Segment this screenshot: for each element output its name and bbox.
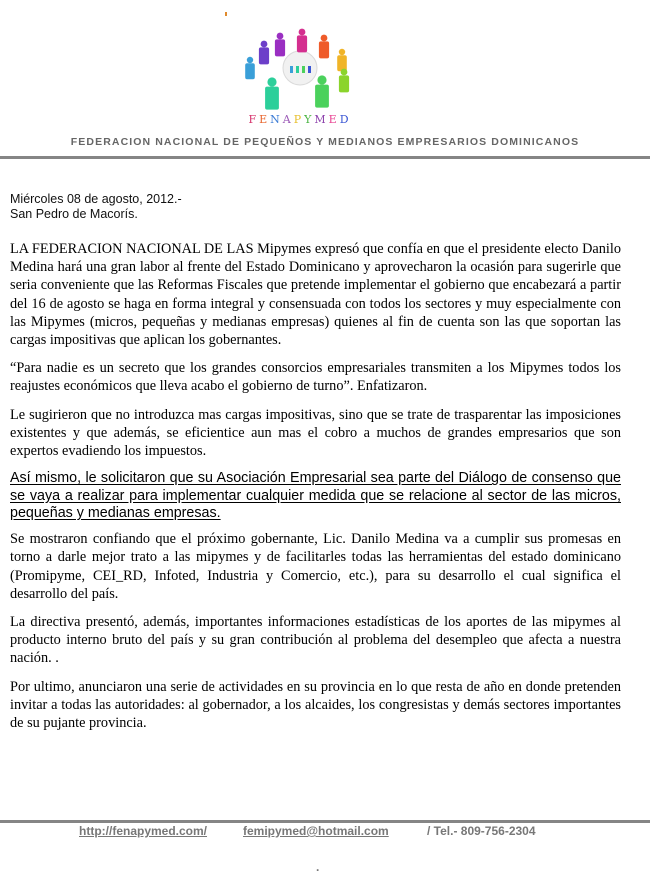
footer-divider bbox=[0, 820, 650, 823]
mini-figure bbox=[308, 66, 311, 73]
person-figure bbox=[259, 41, 269, 65]
logo-letter: D bbox=[339, 113, 352, 126]
mini-figure bbox=[296, 66, 299, 73]
person-figure bbox=[315, 75, 329, 107]
paragraph-dialogue-request: Así mismo, le solicitaron que su Asociación Empresarial sea parte del Diálogo de consenso que se vaya a realizar para implementar cualquier medida que se relacione al sector de las micros, pequeñas y medianas empresas. bbox=[10, 470, 621, 521]
email-link[interactable]: femipymed@hotmail.com bbox=[243, 824, 389, 838]
mini-figure bbox=[290, 66, 293, 73]
logo-wordmark bbox=[236, 113, 364, 126]
place-text: San Pedro de Macorís. bbox=[10, 207, 138, 221]
paragraph-intro: LA FEDERACION NACIONAL DE LAS Mipymes expresó que confía en que el presidente electo Danilo Medina hará una gran labor al frente del Estado Dominicano y aprovecharon la ocasión para sugerirle que seria conveniente que las Reformas Fiscales que pretende implementar el gobierno que encabezará a partir del 16 de agosto se haga en forma integral y consensuada con todos los sectores y muy especialmente con las Mipymes (micros, pequeñas y medianas empresas) quienes al fin de cuenta son las que soportan las cargas impositivas que aplican los gobernantes. bbox=[10, 241, 621, 349]
logo-letter: P bbox=[293, 113, 305, 126]
person-figure bbox=[339, 69, 349, 93]
person-figure bbox=[319, 35, 329, 59]
person-figure bbox=[275, 33, 285, 57]
decorative-mark bbox=[225, 12, 227, 16]
logo-letter: E bbox=[328, 113, 340, 126]
person-figure bbox=[337, 49, 347, 71]
logo-letter: F bbox=[248, 113, 260, 126]
globe-shape bbox=[283, 51, 317, 85]
organization-name: FEDERACION NACIONAL DE PEQUEÑOS Y MEDIANOS EMPRESARIOS DOMINICANOS bbox=[70, 136, 580, 148]
logo-letter: Y bbox=[304, 113, 315, 126]
paragraph-activities: Por ultimo, anunciaron una serie de actividades en su provincia en lo que resta de año en donde pretenden invitar a todas las autoridades: al gobernador, a los alcaides, los congresistas y demás sectores importantes de su pujante provincia. bbox=[10, 678, 621, 731]
people-circle-icon bbox=[236, 20, 364, 112]
person-figure bbox=[265, 77, 279, 109]
trailing-mark: . bbox=[316, 860, 320, 874]
website-link[interactable]: http://fenapymed.com/ bbox=[79, 824, 208, 838]
phone-number: / Tel.- 809-756-2304 bbox=[427, 824, 536, 838]
mini-figure bbox=[302, 66, 305, 73]
header-divider bbox=[0, 156, 650, 159]
logo-letter: A bbox=[282, 113, 294, 126]
press-release-body bbox=[10, 240, 621, 742]
paragraph-suggestions: Le sugirieron que no introduzca mas cargas impositivas, sino que se trate de trasparentar las imposiciones existentes y que además, se eficientice aun mas el cobro a muchos de grandes empresarios que son expertos evadiendo los impuestos. bbox=[10, 406, 621, 460]
dateline bbox=[10, 192, 182, 222]
fenapymed-logo bbox=[236, 20, 364, 128]
paragraph-confidence: Se mostraron confiando que el próximo gobernante, Lic. Danilo Medina va a cumplir sus promesas en torno a darle mejor trato a las mipymes y de facilitarles todas las herramientas del estado dominicano (Promipyme, CEI_RD, Infoted, Industria y Comercio, etc.), para su desarrollo el cual significa el desarrollo del país. bbox=[10, 531, 621, 602]
date-text: Miércoles 08 de agosto, 2012.- bbox=[10, 192, 182, 206]
person-figure bbox=[297, 29, 307, 53]
logo-letter: M bbox=[314, 113, 329, 126]
paragraph-statistics: La directiva presentó, además, importantes informaciones estadísticas de los aportes de las mipymes al producto interno bruto del país y su gran contribución al problema del desempleo que afecta a nuestra nación. . bbox=[10, 613, 621, 667]
person-figure bbox=[245, 57, 255, 79]
logo-letter: E bbox=[259, 113, 271, 126]
logo-letter: N bbox=[270, 113, 283, 126]
paragraph-quote: “Para nadie es un secreto que los grandes consorcios empresariales transmiten a los Mipymes todos los reajustes económicos que lleva acabo el gobierno de turno”. Enfatizaron. bbox=[10, 360, 621, 395]
